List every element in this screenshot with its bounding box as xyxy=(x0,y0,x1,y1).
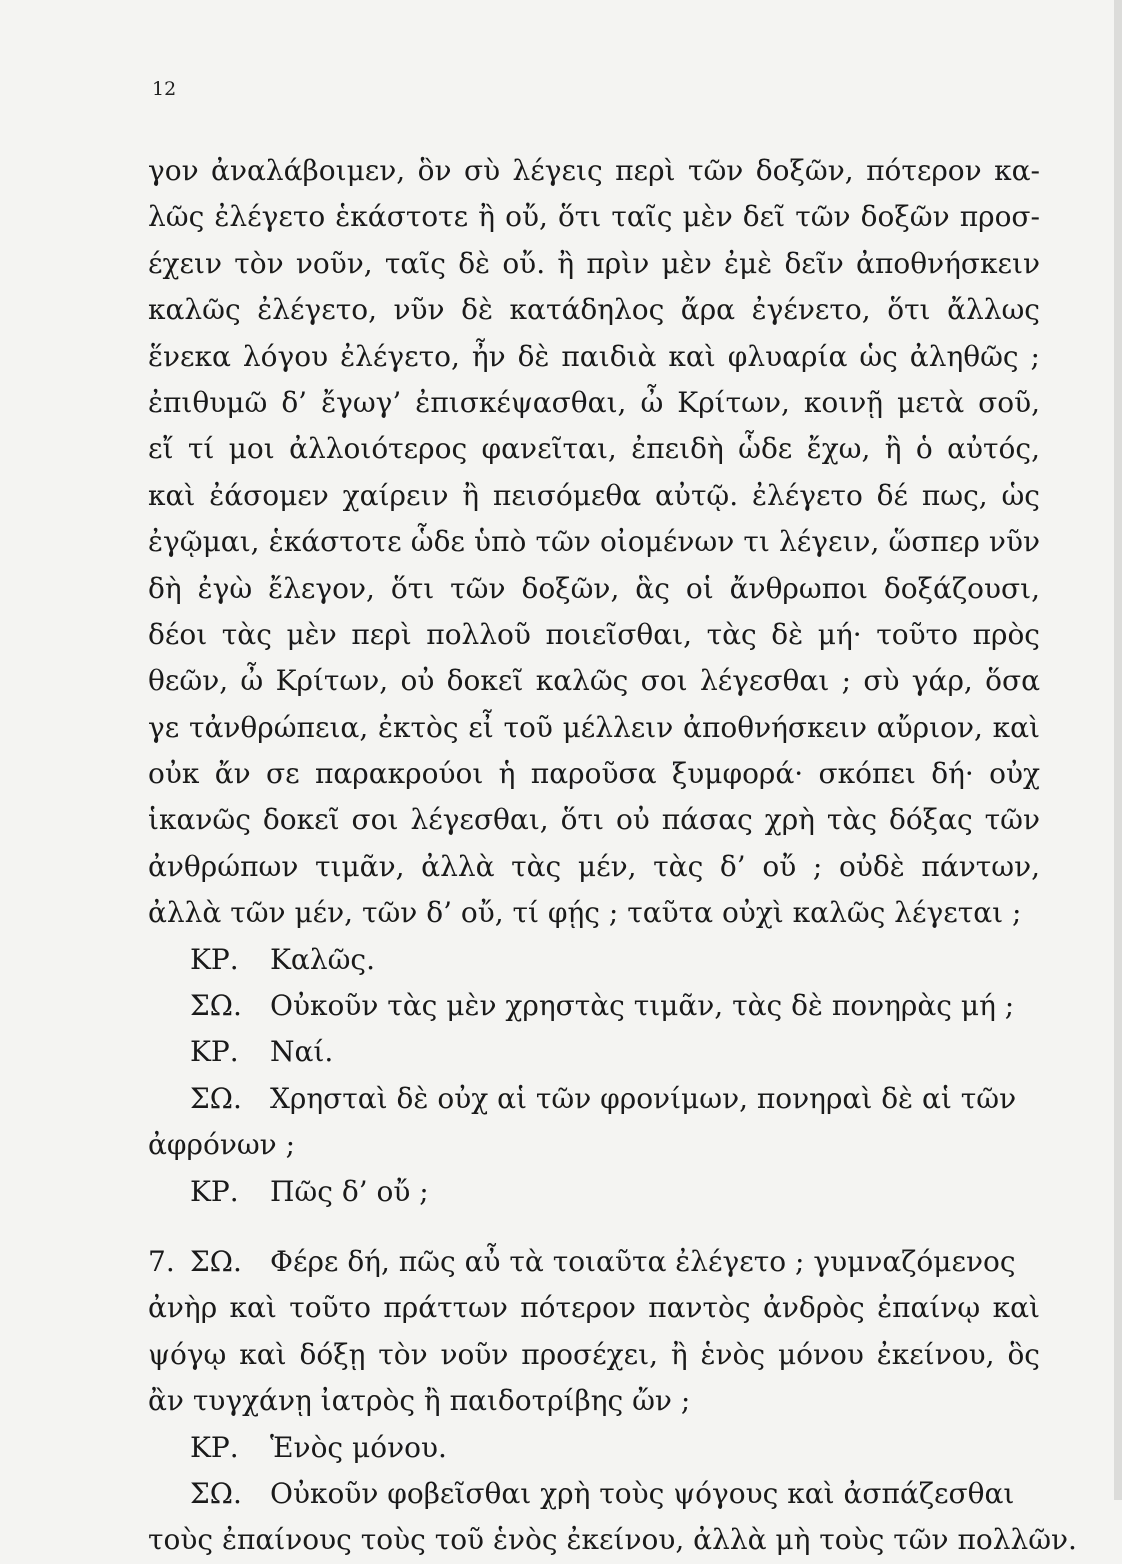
text-line: ἀνθρώπων τιμᾶν, ἀλλὰ τὰς μέν, τὰς δ’ οὔ ; οὐδὲ πάντων, xyxy=(148,849,1040,883)
text-line: ἐγῷμαι, ἑκάστοτε ὧδε ὑπὸ τῶν οἰομένων τι λέγειν, ὥσπερ νῦν xyxy=(148,525,1040,559)
section-first-line xyxy=(148,1239,1040,1285)
text-line: ἂν τυγχάνῃ ἰατρὸς ἢ παιδοτρίβης ὤν ; xyxy=(148,1384,691,1418)
dialogue-text: Οὐκοῦν φοβεῖσθαι χρὴ τοὺς ψόγους καὶ ἀσπάζεσθαι xyxy=(270,1476,1015,1510)
dialogue-text: Οὐκοῦν τὰς μὲν χρηστὰς τιμᾶν, τὰς δὲ πονηρὰς μή ; xyxy=(270,989,1015,1023)
dialogue-line xyxy=(148,1169,1040,1215)
greek-text-body xyxy=(148,148,1077,1564)
text-line: καλῶς ἐλέγετο, νῦν δὲ κατάδηλος ἄρα ἐγένετο, ὅτι ἄλλως xyxy=(148,293,1040,327)
speaker-label: ΚΡ. xyxy=(190,942,239,976)
speaker-label: ΚΡ. xyxy=(190,1430,239,1464)
text-line: καὶ ἐάσομεν χαίρειν ἢ πεισόμεθα αὐτῷ. ἐλέγετο δέ πως, ὡς xyxy=(148,478,1040,512)
speaker-label: ΣΩ. xyxy=(190,989,242,1023)
text-line: εἴ τί μοι ἀλλοιότερος φανεῖται, ἐπειδὴ ὧδε ἔχω, ἢ ὁ αὐτός, xyxy=(148,432,1040,466)
dialogue-continuation: ἀφρόνων ; xyxy=(148,1128,296,1162)
text-line: ἀνὴρ καὶ τοῦτο πράττων πότερον παντὸς ἀνδρὸς ἐπαίνῳ καὶ xyxy=(148,1291,1040,1325)
speaker-label: ΚΡ. xyxy=(190,1035,239,1069)
dialogue-text: Καλῶς. xyxy=(270,942,375,976)
text-line: ἀλλὰ τῶν μέν, τῶν δ’ οὔ, τί φῄς ; ταῦτα οὐχὶ καλῶς λέγεται ; xyxy=(148,896,1022,930)
section-number: 7. xyxy=(148,1244,175,1278)
dialogue-line xyxy=(148,1029,1040,1075)
text-line: τοὺς ἐπαίνους τοὺς τοῦ ἑνὸς ἐκείνου, ἀλλὰ μὴ τοὺς τῶν πολλῶν. xyxy=(148,1523,1077,1557)
text-line: ἕνεκα λόγου ἐλέγετο, ἦν δὲ παιδιὰ καὶ φλυαρία ὡς ἀληθῶς ; xyxy=(148,339,1040,373)
speaker-label: ΚΡ. xyxy=(190,1174,239,1208)
dialogue-text: Πῶς δ’ οὔ ; xyxy=(270,1174,429,1208)
dialogue-text: Ναί. xyxy=(270,1035,334,1069)
text-line: δὴ ἐγὼ ἔλεγον, ὅτι τῶν δοξῶν, ἃς οἱ ἄνθρωποι δοξάζουσι, xyxy=(148,571,1040,605)
dialogue-line xyxy=(148,983,1040,1029)
text-line: ψόγῳ καὶ δόξῃ τὸν νοῦν προσέχει, ἢ ἑνὸς μόνου ἐκείνου, ὃς xyxy=(148,1337,1040,1371)
text-line: ἱκανῶς δοκεῖ σοι λέγεσθαι, ὅτι οὐ πάσας χρὴ τὰς δόξας τῶν xyxy=(148,803,1040,837)
dialogue-line xyxy=(148,937,1040,983)
section-gap xyxy=(148,1215,1040,1239)
dialogue-text: Χρησταὶ δὲ οὐχ αἱ τῶν φρονίμων, πονηραὶ δὲ αἱ τῶν xyxy=(270,1081,1017,1115)
text-line: γε τἀνθρώπεια, ἐκτὸς εἶ τοῦ μέλλειν ἀποθνήσκειν αὔριον, καὶ xyxy=(148,710,1040,744)
page-edge xyxy=(1114,0,1122,1500)
speaker-label: ΣΩ. xyxy=(190,1081,242,1115)
dialogue-text: Ἑνὸς μόνου. xyxy=(270,1430,447,1464)
text-line: δέοι τὰς μὲν περὶ πολλοῦ ποιεῖσθαι, τὰς δὲ μή· τοῦτο πρὸς xyxy=(148,617,1040,651)
dialogue-text: Φέρε δή, πῶς αὖ τὰ τοιαῦτα ἐλέγετο ; γυμναζόμενος xyxy=(270,1244,1016,1278)
text-line: ἐπιθυμῶ δ’ ἔγωγ’ ἐπισκέψασθαι, ὦ Κρίτων, κοινῇ μετὰ σοῦ, xyxy=(148,385,1040,419)
text-line: οὐκ ἄν σε παρακρούοι ἡ παροῦσα ξυμφορά· σκόπει δή· οὐχ xyxy=(148,757,1040,791)
speaker-label: ΣΩ. xyxy=(190,1476,242,1510)
text-line: θεῶν, ὦ Κρίτων, οὐ δοκεῖ καλῶς σοι λέγεσθαι ; σὺ γάρ, ὅσα xyxy=(148,664,1040,698)
dialogue-line xyxy=(148,1425,1040,1471)
page-number: 12 xyxy=(152,78,177,100)
dialogue-line xyxy=(148,1471,1040,1517)
speaker-label: ΣΩ. xyxy=(190,1244,242,1278)
text-line: γον ἀναλάβοιμεν, ὃν σὺ λέγεις περὶ τῶν δοξῶν, πότερον κα- xyxy=(148,154,1040,187)
text-line: λῶς ἐλέγετο ἑκάστοτε ἢ οὔ, ὅτι ταῖς μὲν δεῖ τῶν δοξῶν προσ- xyxy=(148,200,1040,234)
text-line: έχειν τὸν νοῦν, ταῖς δὲ οὔ. ἢ πρὶν μὲν ἐμὲ δεῖν ἀποθνήσκειν xyxy=(148,246,1040,280)
dialogue-line xyxy=(148,1076,1040,1122)
